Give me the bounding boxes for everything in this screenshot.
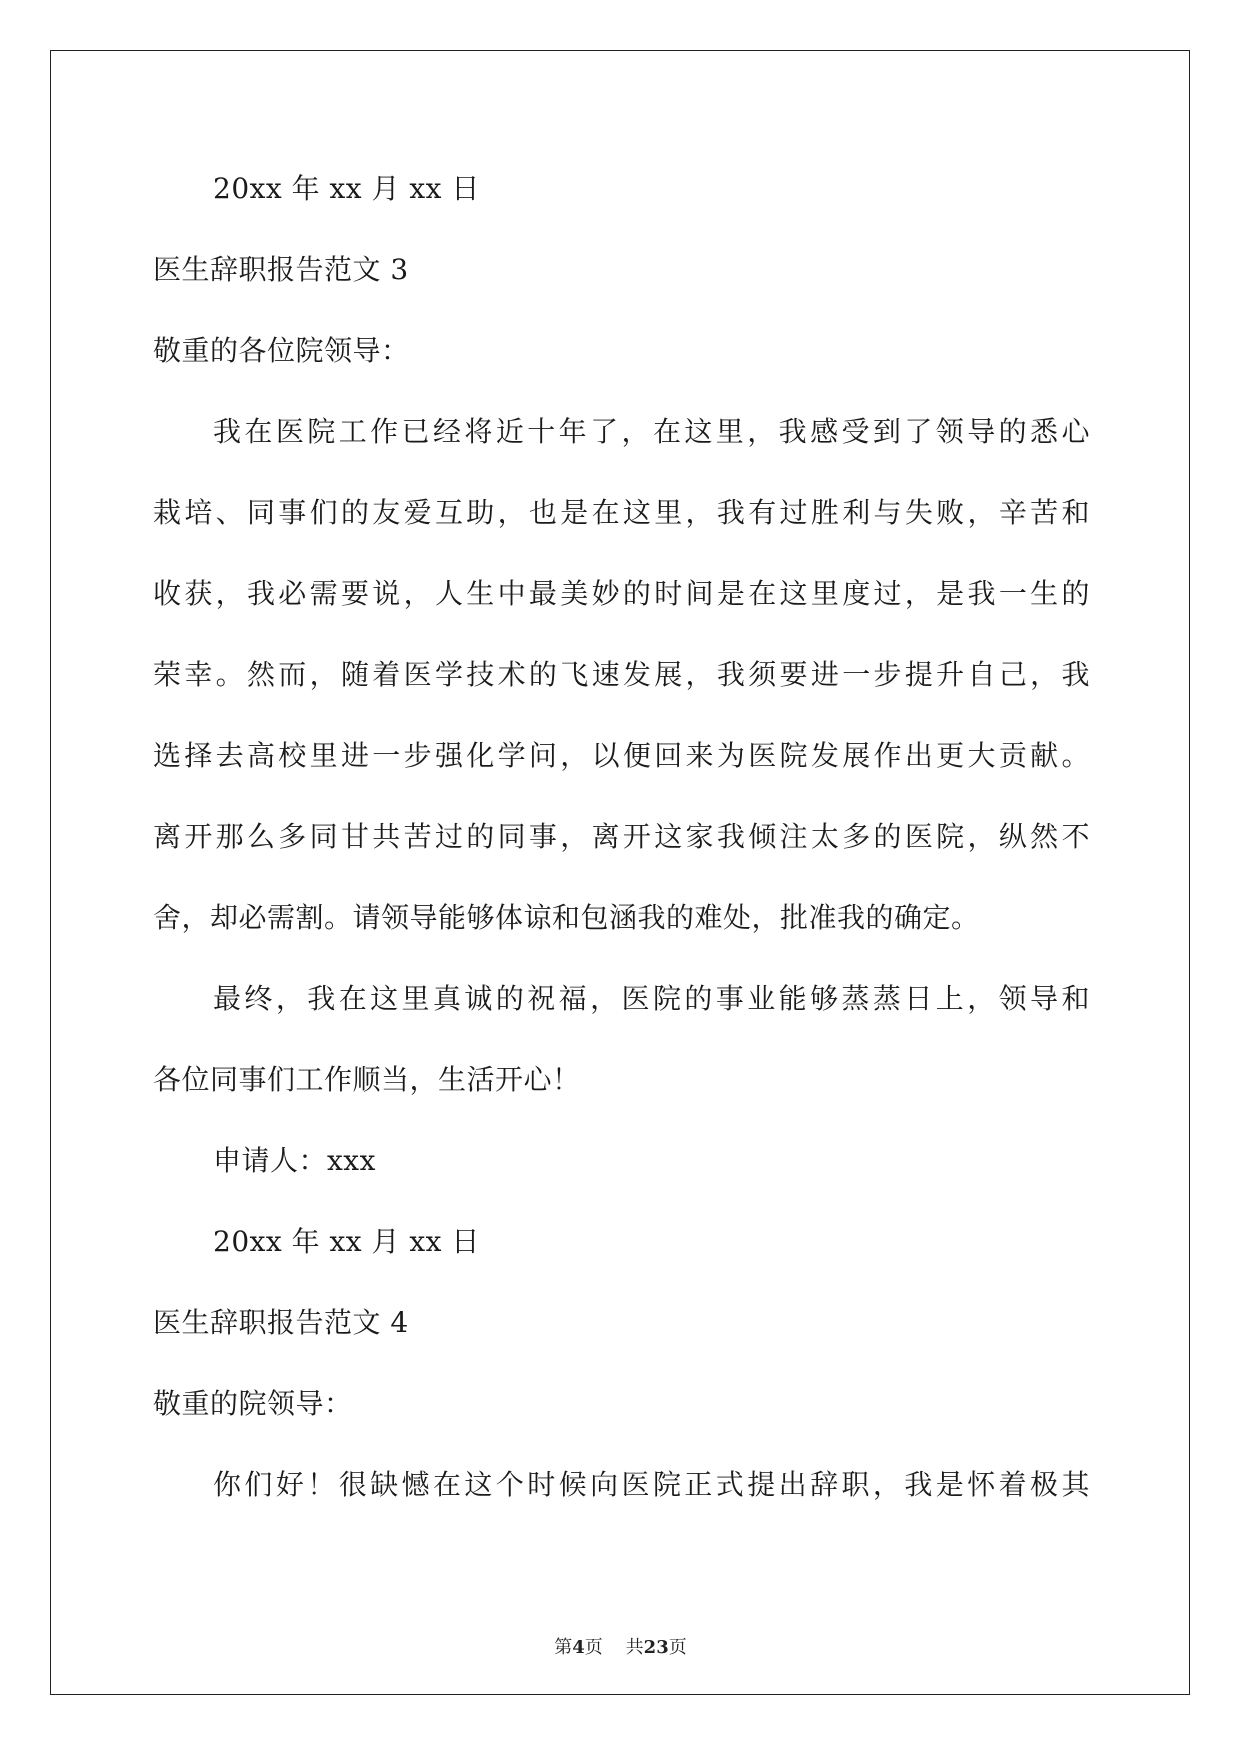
paragraph-line: 选择去高校里进一步强化学问，以便回来为医院发展作出更大贡献。 — [153, 739, 1090, 772]
salutation: 敬重的各位院领导： — [153, 334, 410, 367]
footer-total-prefix: 共 — [625, 1637, 644, 1658]
paragraph-line: 离开那么多同甘共苦过的同事，离开这家我倾注太多的医院，纵然不 — [153, 820, 1090, 853]
date-line: 20xx 年 xx 月 xx 日 — [213, 1225, 480, 1258]
paragraph-line: 收获，我必需要说，人生中最美妙的时间是在这里度过，是我一生的 — [153, 577, 1090, 610]
page-footer — [0, 1636, 1241, 1660]
applicant-line: 申请人：xxx — [213, 1144, 376, 1177]
paragraph-line: 你们好！很缺憾在这个时候向医院正式提出辞职，我是怀着极其 — [213, 1468, 1090, 1501]
paragraph-line: 舍，却必需割。请领导能够体谅和包涵我的难处，批准我的确定。 — [153, 901, 980, 934]
section-title: 医生辞职报告范文 3 — [153, 253, 409, 286]
paragraph-line: 最终，我在这里真诚的祝福，医院的事业能够蒸蒸日上，领导和 — [213, 982, 1090, 1015]
date-line: 20xx 年 xx 月 xx 日 — [213, 172, 480, 205]
section-title: 医生辞职报告范文 4 — [153, 1306, 409, 1339]
paragraph-line: 各位同事们工作顺当，生活开心！ — [153, 1063, 581, 1096]
footer-total-pages: 23 — [643, 1637, 669, 1658]
paragraph-line: 荣幸。然而，随着医学技术的飞速发展，我须要进一步提升自己，我 — [153, 658, 1090, 691]
footer-page-number: 4 — [572, 1637, 585, 1658]
footer-prefix: 第 — [554, 1637, 573, 1658]
page-frame — [50, 50, 1190, 1695]
footer-total-suffix: 页 — [668, 1637, 687, 1658]
footer-page-suffix: 页 — [584, 1637, 603, 1658]
salutation: 敬重的院领导： — [153, 1387, 353, 1420]
paragraph-line: 我在医院工作已经将近十年了，在这里，我感受到了领导的悉心 — [213, 415, 1090, 448]
paragraph-line: 栽培、同事们的友爱互助，也是在这里，我有过胜利与失败，辛苦和 — [153, 496, 1090, 529]
